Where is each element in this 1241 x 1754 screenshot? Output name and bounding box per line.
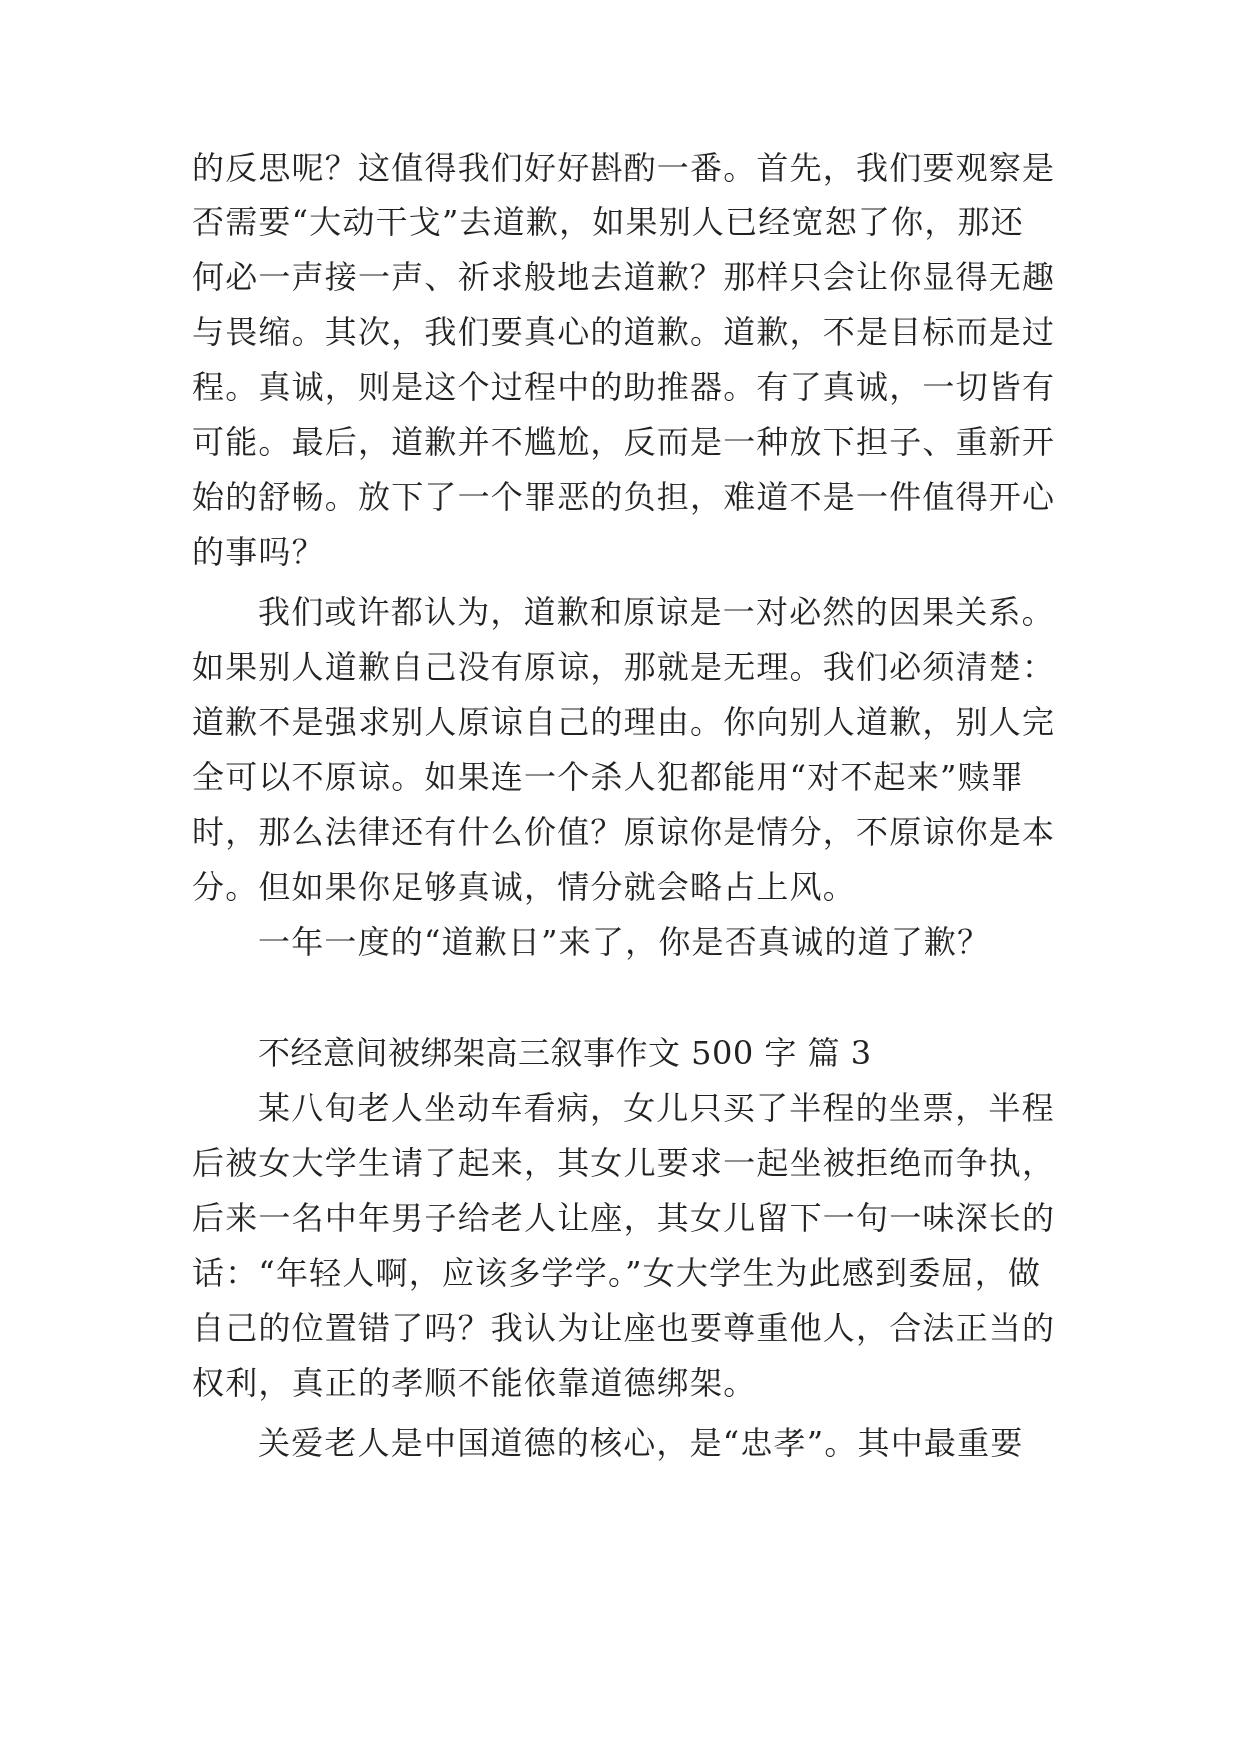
text-line: 何必一声接一声、祈求般地去道歉？那样只会让你显得无趣 [192, 258, 1056, 296]
text-line: 后被女大学生请了起来，其女儿要求一起坐被拒绝而争执， [192, 1144, 1056, 1182]
text-line: 自己的位置错了吗？我认为让座也要尊重他人，合法正当的 [192, 1309, 1056, 1347]
text-line: 权利，真正的孝顺不能依靠道德绑架。 [192, 1364, 757, 1402]
text-line: 的反思呢？这值得我们好好斟酌一番。首先，我们要观察是 [192, 149, 1056, 187]
text-line: 某八旬老人坐动车看病，女儿只买了半程的坐票，半程 [258, 1089, 1055, 1127]
text-line: 可能。最后，道歉并不尴尬，反而是一种放下担子、重新开 [192, 423, 1056, 461]
text-line: 如果别人道歉自己没有原谅，那就是无理。我们必须清楚： [192, 648, 1056, 686]
text-line: 后来一名中年男子给老人让座，其女儿留下一句一味深长的 [192, 1199, 1056, 1237]
text-line: 与畏缩。其次，我们要真心的道歉。道歉，不是目标而是过 [192, 313, 1056, 351]
text-line: 否需要“大动干戈”去道歉，如果别人已经宽恕了你，那还 [192, 203, 1024, 241]
text-line: 时，那么法律还有什么价值？原谅你是情分，不原谅你是本 [192, 813, 1056, 851]
text-line: 的事吗？ [192, 533, 325, 571]
text-line: 全可以不原谅。如果连一个杀人犯都能用“对不起来”赎罪 [192, 758, 1024, 796]
text-line: 分。但如果你足够真诚，情分就会略占上风。 [192, 868, 857, 906]
text-line: 程。真诚，则是这个过程中的助推器。有了真诚，一切皆有 [192, 368, 1056, 406]
text-line: 我们或许都认为，道歉和原谅是一对必然的因果关系。 [258, 593, 1055, 631]
text-line: 话：“年轻人啊，应该多学学。”女大学生为此感到委屈，做 [192, 1254, 1042, 1292]
text-line: 一年一度的“道歉日”来了，你是否真诚的道了歉？ [258, 923, 991, 961]
section-heading: 不经意间被绑架高三叙事作文 500 字 篇 3 [258, 1034, 872, 1072]
text-line: 关爱老人是中国道德的核心，是“忠孝”。其中最重要 [258, 1424, 1024, 1462]
text-line: 道歉不是强求别人原谅自己的理由。你向别人道歉，别人完 [192, 703, 1056, 741]
text-line: 始的舒畅。放下了一个罪恶的负担，难道不是一件值得开心 [192, 478, 1056, 516]
